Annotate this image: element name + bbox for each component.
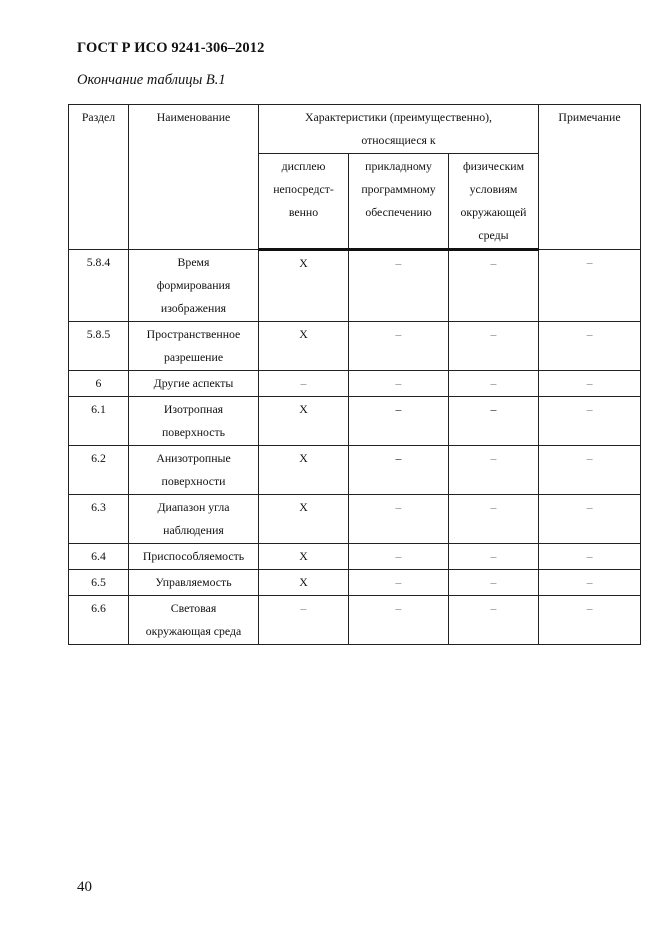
table-row bbox=[69, 250, 641, 322]
row-environment: – bbox=[449, 596, 539, 645]
row-environment: – bbox=[449, 495, 539, 544]
characteristics-table bbox=[68, 104, 641, 645]
header-name: Наименование bbox=[129, 105, 259, 250]
row-note: – bbox=[539, 495, 641, 544]
table-row bbox=[69, 570, 641, 596]
table-row bbox=[69, 371, 641, 397]
row-environment: – bbox=[449, 322, 539, 371]
row-section: 6.6 bbox=[69, 596, 129, 645]
row-name: Изотропная поверхность bbox=[129, 397, 259, 446]
row-section: 6.4 bbox=[69, 544, 129, 570]
row-section: 6 bbox=[69, 371, 129, 397]
row-name: Время формирования изображения bbox=[129, 250, 259, 322]
page-number: 40 bbox=[77, 879, 92, 895]
row-software: – bbox=[349, 322, 449, 371]
row-note: – bbox=[539, 570, 641, 596]
row-software: – bbox=[349, 544, 449, 570]
row-software: – bbox=[349, 371, 449, 397]
document-header: ГОСТ Р ИСО 9241-306–2012 bbox=[77, 40, 265, 56]
row-note: – bbox=[539, 544, 641, 570]
row-environment: – bbox=[449, 570, 539, 596]
row-environment: – bbox=[449, 250, 539, 322]
table-caption: Окончание таблицы В.1 bbox=[77, 72, 226, 88]
row-environment: – bbox=[449, 446, 539, 495]
row-name: Диапазон угла наблюдения bbox=[129, 495, 259, 544]
row-note: – bbox=[539, 397, 641, 446]
row-display: X bbox=[259, 446, 349, 495]
table-row bbox=[69, 495, 641, 544]
row-software: – bbox=[349, 495, 449, 544]
row-display: X bbox=[259, 250, 349, 322]
row-software: – bbox=[349, 596, 449, 645]
table-row bbox=[69, 544, 641, 570]
table-row bbox=[69, 322, 641, 371]
row-software: – bbox=[349, 250, 449, 322]
header-environment: физическим условиям окружающей среды bbox=[449, 154, 539, 250]
row-section: 5.8.5 bbox=[69, 322, 129, 371]
header-section: Раздел bbox=[69, 105, 129, 250]
row-display: – bbox=[259, 596, 349, 645]
row-environment: – bbox=[449, 397, 539, 446]
row-name: Другие аспекты bbox=[129, 371, 259, 397]
table-row bbox=[69, 446, 641, 495]
row-software: – bbox=[349, 397, 449, 446]
row-name: Управляемость bbox=[129, 570, 259, 596]
row-display: – bbox=[259, 371, 349, 397]
row-display: X bbox=[259, 544, 349, 570]
row-display: X bbox=[259, 495, 349, 544]
row-display: X bbox=[259, 397, 349, 446]
row-note: – bbox=[539, 250, 641, 322]
row-environment: – bbox=[449, 544, 539, 570]
row-name: Анизотропные поверхности bbox=[129, 446, 259, 495]
header-note: Примечание bbox=[539, 105, 641, 250]
row-note: – bbox=[539, 446, 641, 495]
row-section: 6.1 bbox=[69, 397, 129, 446]
row-software: – bbox=[349, 570, 449, 596]
row-section: 6.3 bbox=[69, 495, 129, 544]
row-name: Пространственное разрешение bbox=[129, 322, 259, 371]
row-note: – bbox=[539, 322, 641, 371]
row-section: 6.5 bbox=[69, 570, 129, 596]
header-display: дисплею непосредст- венно bbox=[259, 154, 349, 250]
row-section: 5.8.4 bbox=[69, 250, 129, 322]
row-environment: – bbox=[449, 371, 539, 397]
table-row bbox=[69, 596, 641, 645]
table-row bbox=[69, 397, 641, 446]
header-software: прикладному программному обеспечению bbox=[349, 154, 449, 250]
header-row-top bbox=[69, 105, 641, 154]
row-name: Приспособляемость bbox=[129, 544, 259, 570]
row-section: 6.2 bbox=[69, 446, 129, 495]
header-characteristics: Характеристики (преимущественно), относящиеся к bbox=[259, 105, 539, 154]
row-note: – bbox=[539, 371, 641, 397]
row-software: – bbox=[349, 446, 449, 495]
row-name: Световая окружающая среда bbox=[129, 596, 259, 645]
row-note: – bbox=[539, 596, 641, 645]
row-display: X bbox=[259, 570, 349, 596]
row-display: X bbox=[259, 322, 349, 371]
